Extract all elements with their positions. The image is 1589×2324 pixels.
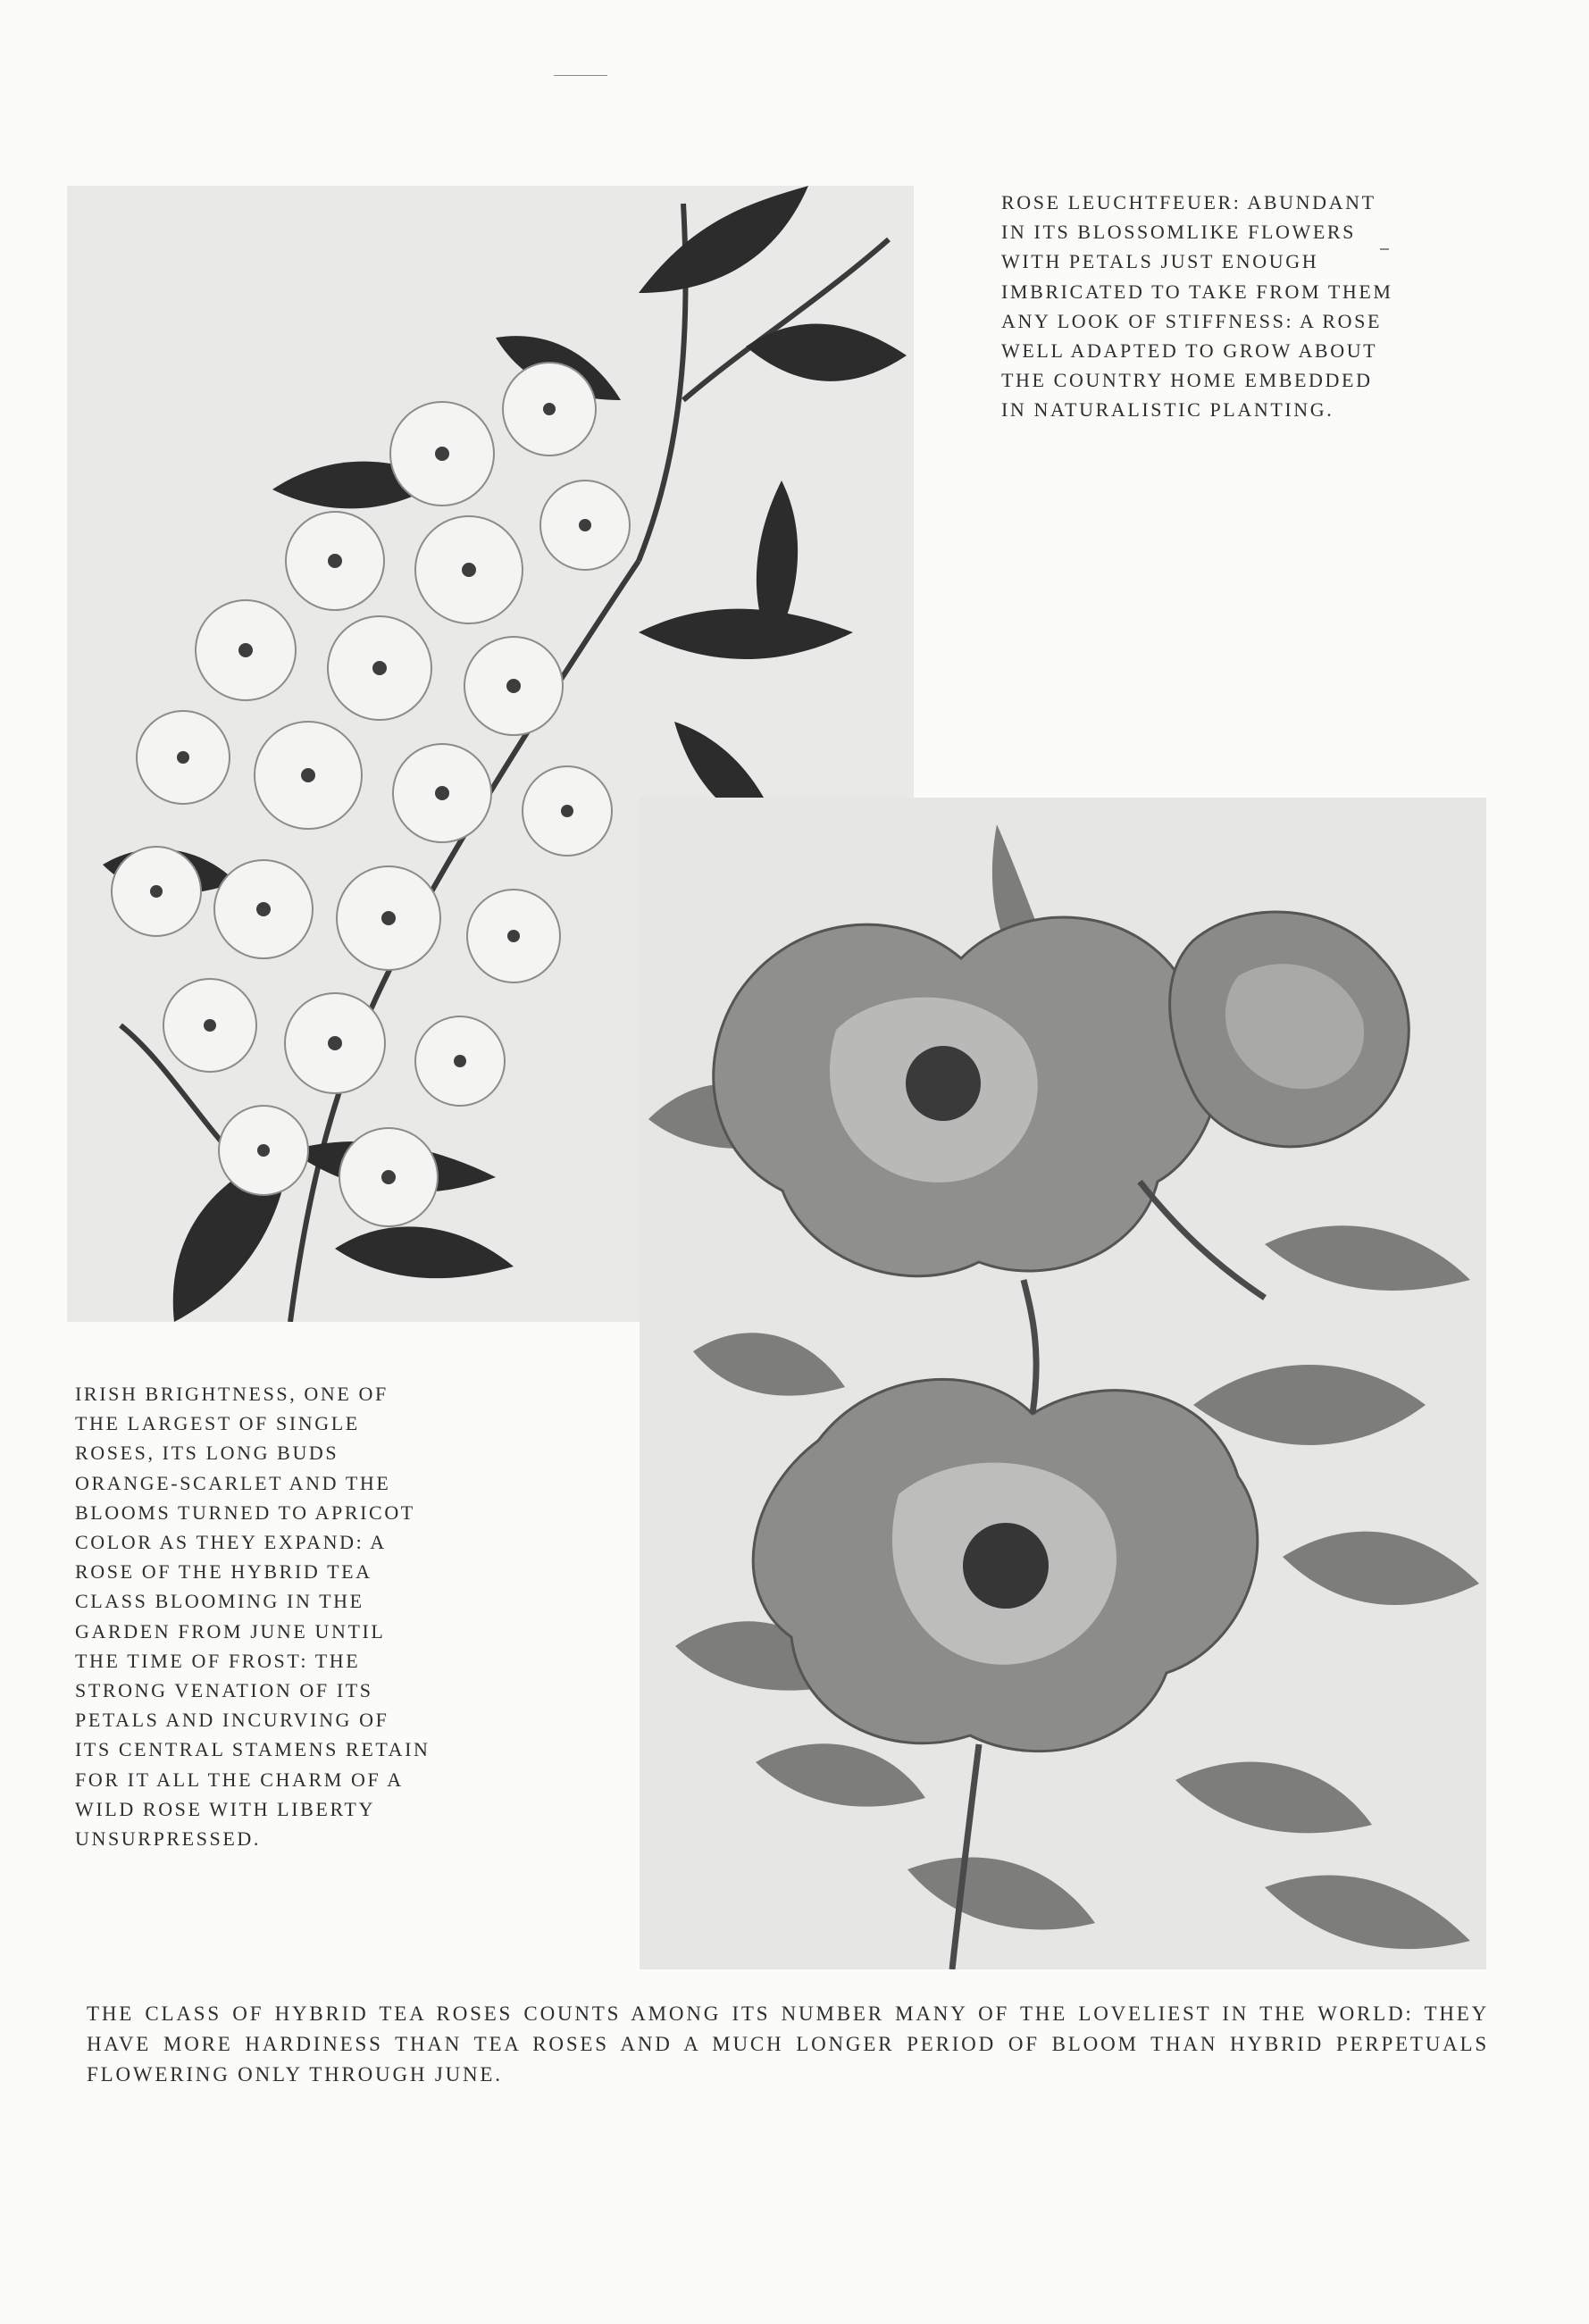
paper-speck [554,75,607,76]
irish-brightness-caption: IRISH BRIGHTNESS, ONE OF THE LARGEST OF SINGLE ROSES, ITS LONG BUDS ORANGE-SCARLET AND THE BLOOMS TURNED TO APRICOT COLOR AS THEY EXPAND: A ROSE OF THE HYBRID TEA CLASS BLOOMING IN THE GARDEN FROM JUNE UNTIL THE TIME OF FROST: THE STRONG VENATION OF ITS PETALS AND INCURVING OF ITS CENTRAL STAMENS RETAIN FOR IT ALL THE CHARM OF A WILD ROSE WITH LIBERTY UNSURPRESSED. [75,1383,431,1851]
irish-brightness-illustration [640,798,1486,1969]
irish-brightness-photo [640,798,1486,1969]
rose-leuchtfeuer-caption: ROSE LEUCHTFEUER: ABUNDANT IN ITS BLOSSOMLIKE FLOWERS WITH PETALS JUST ENOUGH IMBRICATED TO TAKE FROM THEM ANY LOOK OF STIFFNESS: A ROSE WELL ADAPTED TO GROW ABOUT THE COUNTRY HOME EMBEDDED IN NATURALISTIC PLANTING. [1001,191,1393,422]
hybrid-tea-roses-caption: THE CLASS OF HYBRID TEA ROSES COUNTS AMONG ITS NUMBER MANY OF THE LOVELIEST IN THE WORLD: THEY HAVE MORE HARDINESS THAN TEA ROSES AND A MUCH LONGER PERIOD OF BLOOM THAN HYBRID PERPETUALS FLOWERING ONLY THROUGH JUNE. [87,2002,1489,2086]
